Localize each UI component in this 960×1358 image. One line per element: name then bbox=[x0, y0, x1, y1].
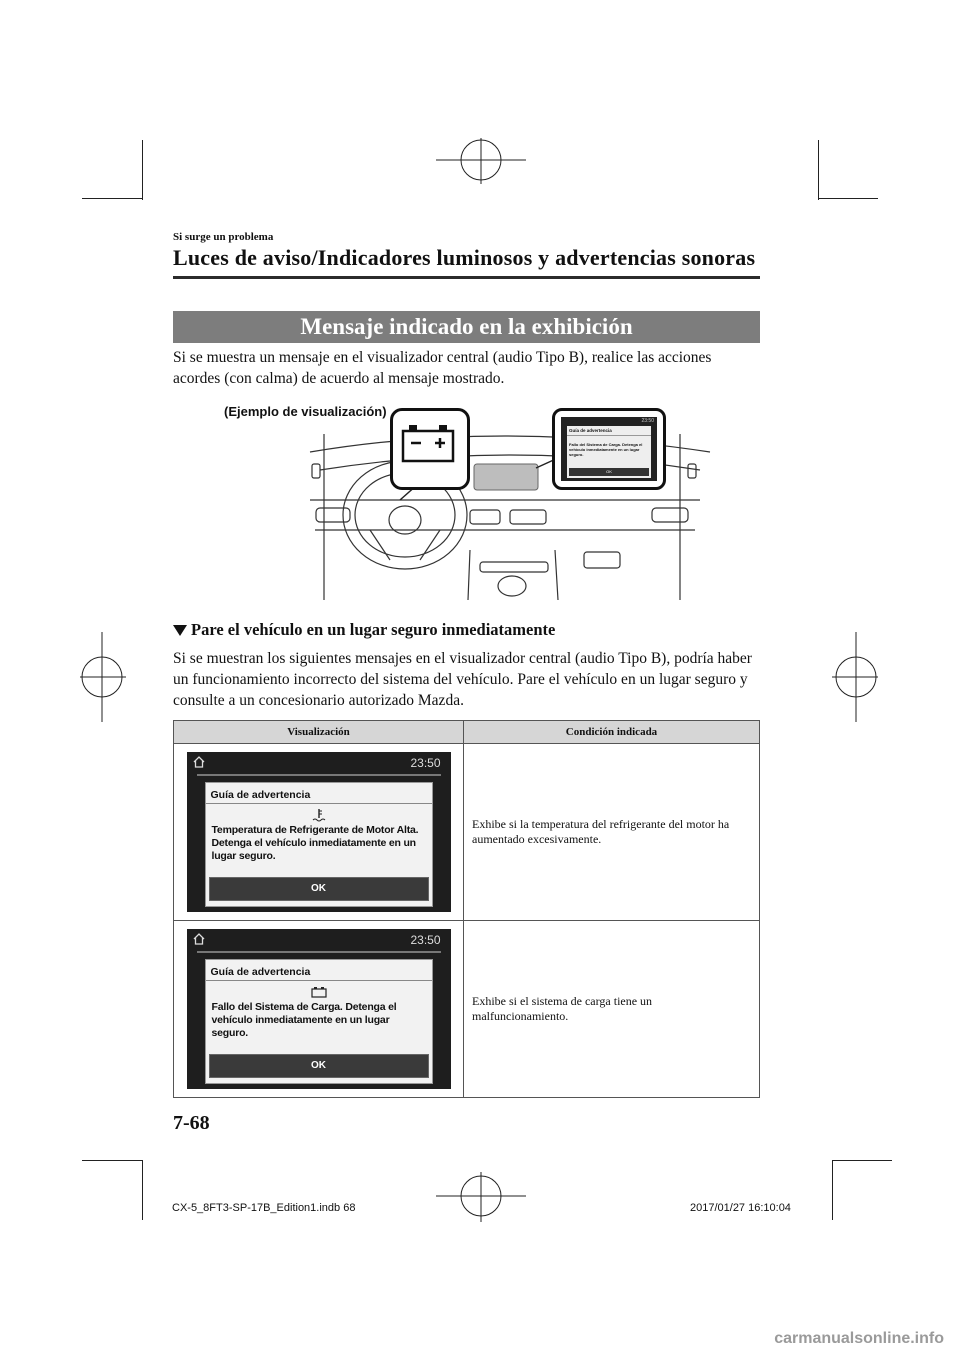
coolant-temperature-icon bbox=[312, 808, 326, 822]
screen-divider bbox=[197, 951, 441, 953]
page-number: 7-68 bbox=[173, 1112, 210, 1134]
title-rule bbox=[173, 276, 760, 279]
footer-file: CX-5_8FT3-SP-17B_Edition1.indb 68 bbox=[172, 1202, 356, 1214]
mini-ok: OK bbox=[569, 468, 649, 476]
column-header: Visualización bbox=[174, 721, 464, 744]
condition-cell: Exhibe si la temperatura del refrigerante del motor ha aumentado excesivamente. bbox=[464, 744, 760, 921]
subsection-title: Pare el vehículo en un lugar seguro inmediatamente bbox=[191, 620, 556, 639]
battery-icon bbox=[393, 411, 467, 481]
dialog-heading: Guía de advertencia bbox=[206, 960, 432, 981]
registration-target-left bbox=[80, 632, 126, 722]
dialog-message: Fallo del Sistema de Carga. Detenga el vehículo inmediatamente en un lugar seguro. bbox=[211, 1001, 397, 1039]
display-cell bbox=[174, 744, 464, 921]
section-label: Si surge un problema bbox=[173, 231, 274, 243]
page-title: Luces de aviso/Indicadores luminosos y advertencias sonoras bbox=[173, 245, 756, 270]
illustration-caption: (Ejemplo de visualización) bbox=[224, 404, 387, 419]
registration-target-bottom bbox=[436, 1172, 526, 1222]
condition-cell: Exhibe si el sistema de carga tiene un malfuncionamiento. bbox=[464, 921, 760, 1098]
dialog-heading: Guía de advertencia bbox=[206, 783, 432, 804]
registration-target-top bbox=[436, 138, 526, 184]
intro-paragraph: Si se muestra un mensaje en el visualizador central (audio Tipo B), realice las acciones acordes (con calma) de acuerdo al mensaje mostrado. bbox=[173, 349, 712, 387]
subsection-heading bbox=[173, 620, 555, 640]
screen-clock: 23:50 bbox=[410, 933, 441, 947]
mini-heading: Guía de advertencia bbox=[567, 426, 651, 436]
column-header: Condición indicada bbox=[464, 721, 760, 744]
registration-target-right bbox=[832, 632, 878, 722]
screen-callout bbox=[552, 408, 666, 490]
mini-clock: 23:50 bbox=[641, 418, 654, 424]
table-header-row bbox=[174, 721, 760, 744]
footer-timestamp: 2017/01/27 16:10:04 bbox=[690, 1202, 791, 1214]
home-icon bbox=[193, 756, 205, 768]
ok-button[interactable]: OK bbox=[209, 877, 429, 901]
mini-screen bbox=[561, 417, 657, 481]
home-icon bbox=[193, 933, 205, 945]
subsection-body: Si se muestran los siguientes mensajes en el visualizador central (audio Tipo B), podría haber un funcionamiento incorrecto del sistema del vehículo. Pare el vehículo en un lugar seguro y consulte a un concesionario autorizado Mazda. bbox=[173, 650, 752, 709]
screen-divider bbox=[197, 774, 441, 776]
ok-button[interactable]: OK bbox=[209, 1054, 429, 1078]
warning-dialog bbox=[205, 959, 433, 1084]
display-screen bbox=[187, 752, 451, 912]
mini-message: Fallo del Sistema de Carga. Detenga el vehículo inmediatamente en un lugar seguro. bbox=[569, 442, 643, 457]
warning-dialog bbox=[205, 782, 433, 907]
battery-callout bbox=[390, 408, 470, 490]
table-row bbox=[174, 744, 760, 921]
screen-clock: 23:50 bbox=[410, 756, 441, 770]
section-banner: Mensaje indicado en la exhibición bbox=[173, 311, 760, 343]
display-cell bbox=[174, 921, 464, 1098]
warning-table bbox=[173, 720, 760, 1098]
display-screen bbox=[187, 929, 451, 1089]
table-row bbox=[174, 921, 760, 1098]
triangle-bullet-icon bbox=[173, 625, 187, 636]
watermark: carmanualsonline.info bbox=[774, 1330, 944, 1347]
battery-icon bbox=[311, 986, 327, 998]
dialog-message: Temperatura de Refrigerante de Motor Alta. Detenga el vehículo inmediatamente en un lugar seguro. bbox=[211, 824, 419, 862]
